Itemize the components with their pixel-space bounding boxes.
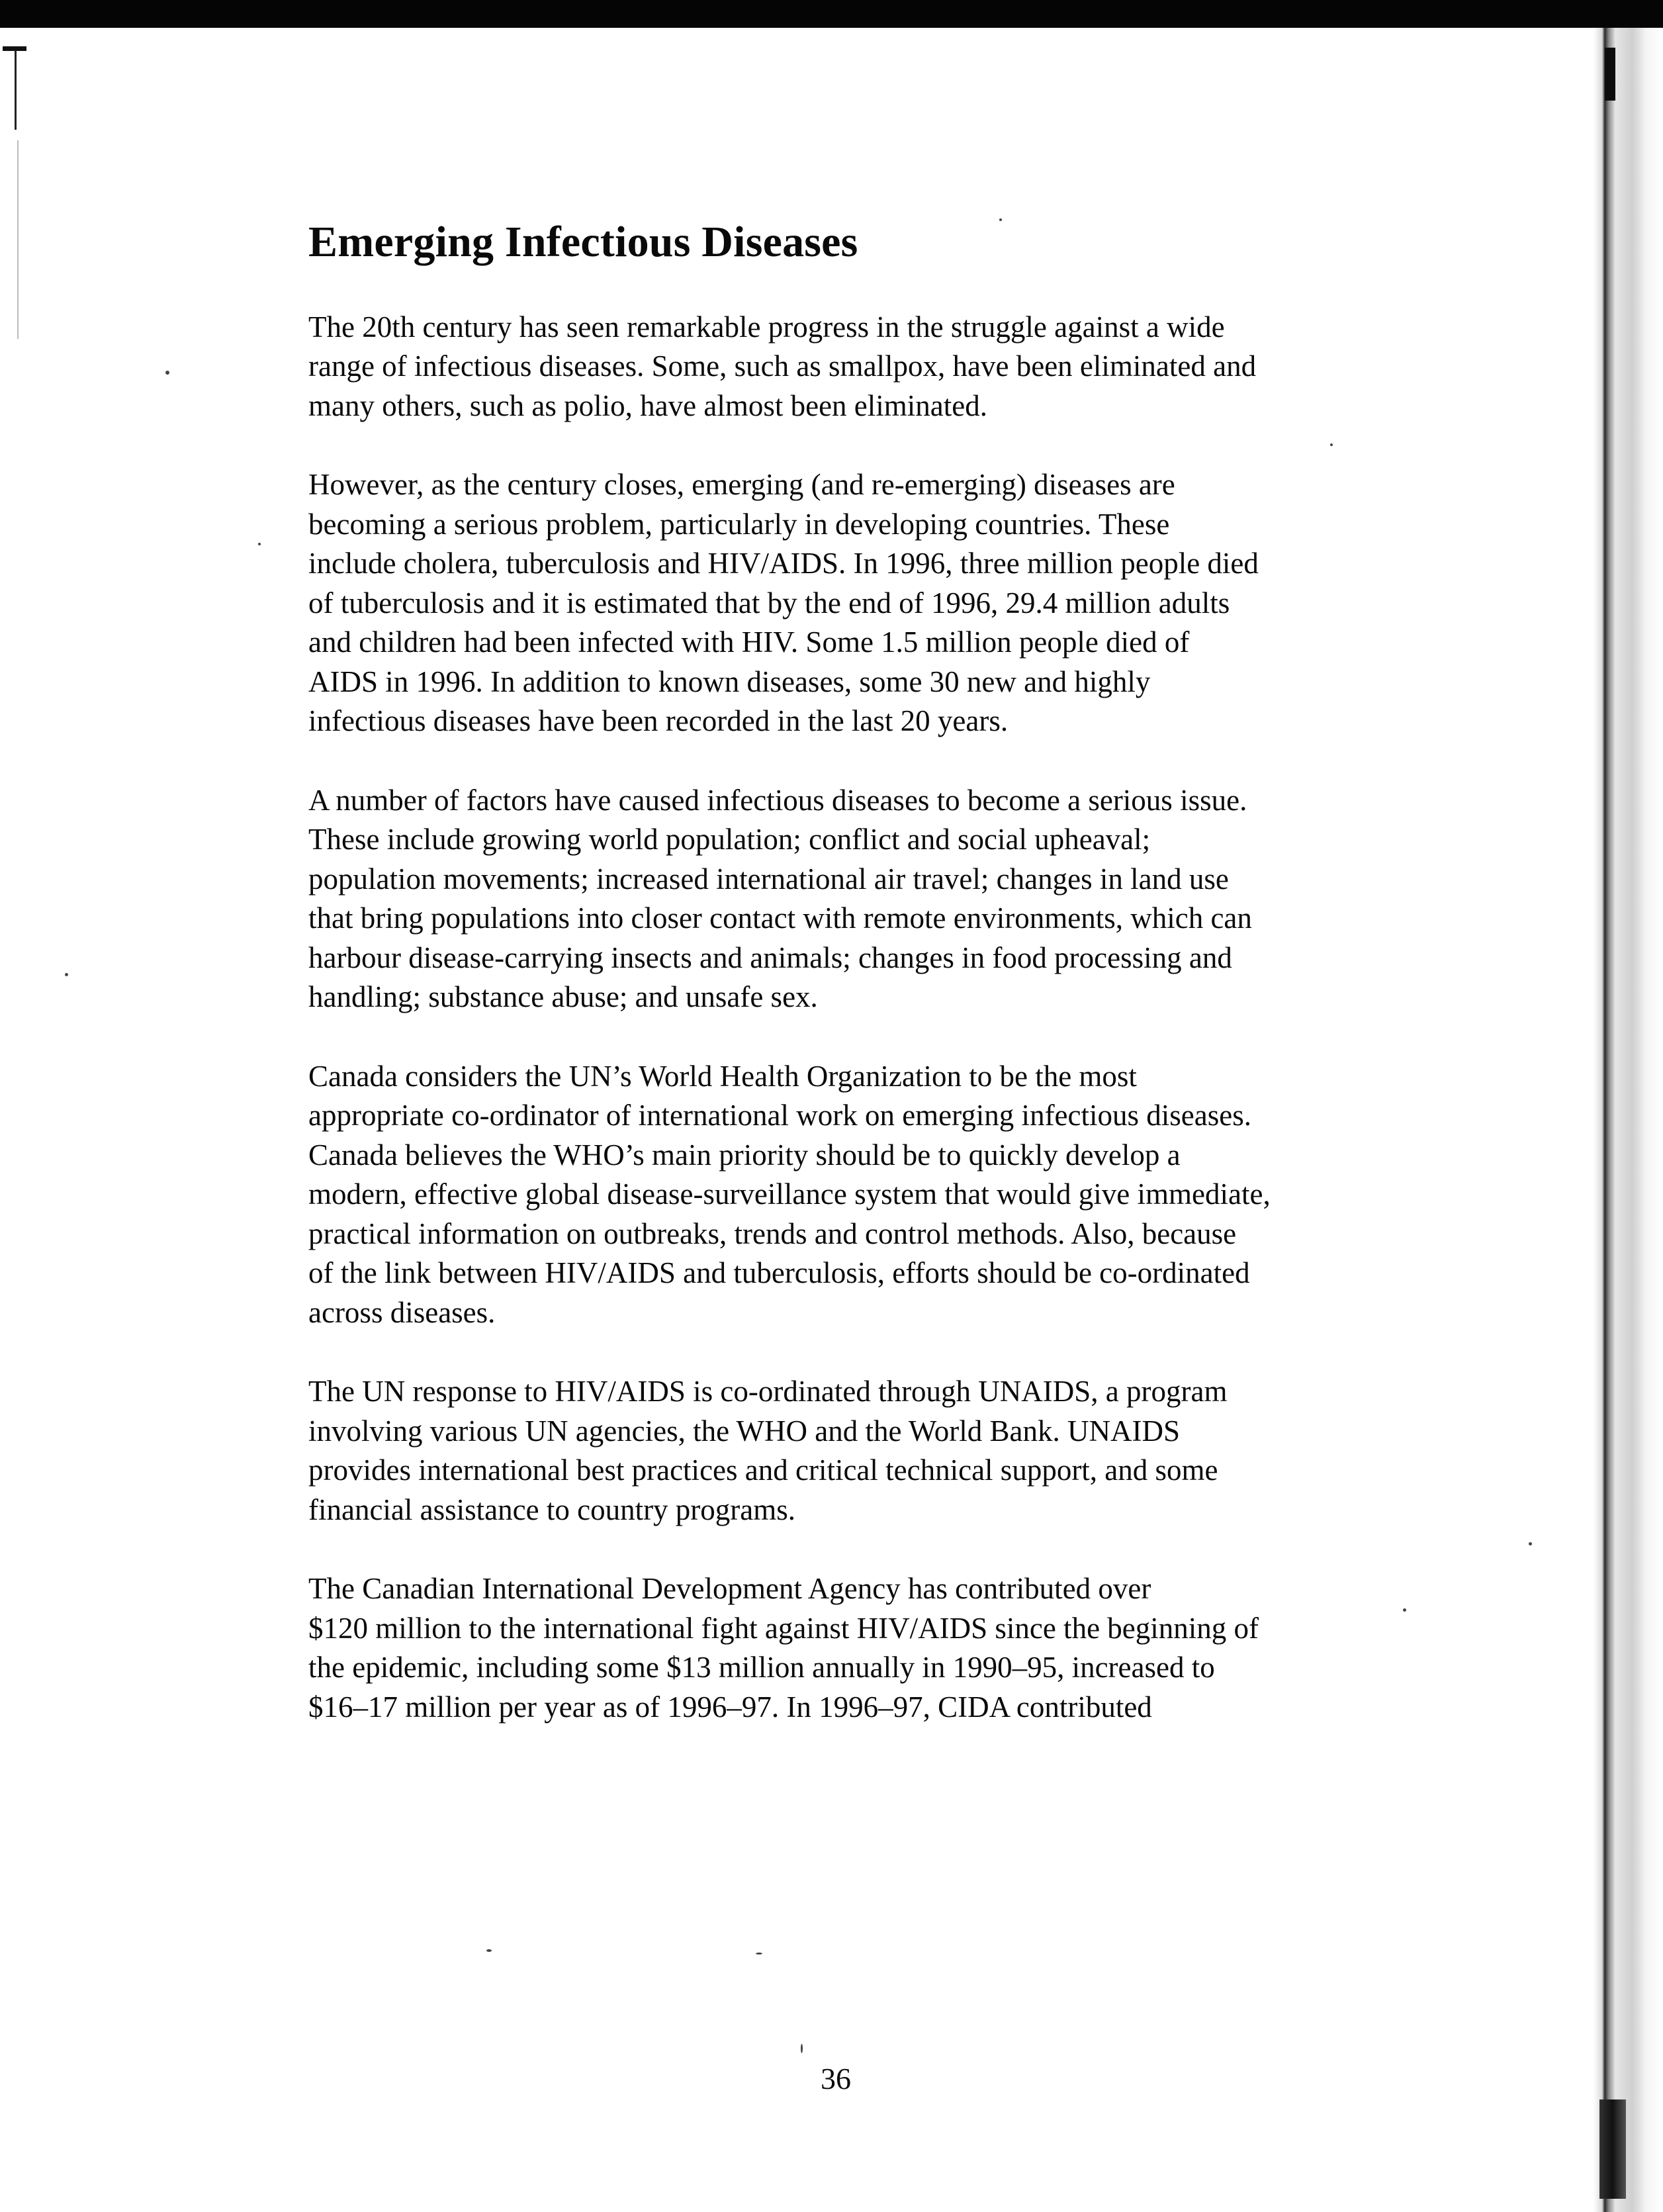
scan-speck	[165, 371, 169, 375]
paragraph-canada-who: Canada considers the UN’s World Health Organization to be the most appropriate co-ordinator of international work on emerging infectious diseases. Canada believes the WHO’s main priority should be to quickly develop a modern, effective global disease-surveillance system that would give immediate, practical information on outbreaks, trends and control methods. Also, because of the link between HIV/AIDS and tuberculosis, efforts should be co-ordinated across diseases.	[308, 1059, 1271, 1329]
binding-shadow-bottom	[1599, 2099, 1626, 2199]
scan-left-edge	[0, 28, 29, 2212]
scan-edge-faint-line	[17, 140, 19, 339]
paragraph-emerging-diseases: However, as the century closes, emerging (and re-emerging) diseases are becoming a serious problem, particularly in developing countries. These include cholera, tuberculosis and HIV/AIDS. In 1996, three million people died of tuberculosis and it is estimated that by the end of 1996, 29.4 million adults and children had been infected with HIV. Some 1.5 million people died of AIDS in 1996. In addition to known diseases, some 30 new and highly infectious diseases have been recorded in the last 20 years.	[308, 468, 1259, 738]
binding-shadow-top	[1605, 48, 1615, 101]
scan-speck	[1529, 1542, 1532, 1545]
scan-speck	[65, 973, 68, 976]
scan-binding-shadow	[1593, 28, 1663, 2212]
scan-speck	[999, 218, 1002, 221]
scan-speck	[258, 543, 261, 545]
scan-speck	[756, 1953, 762, 1955]
paragraph-cida: The Canadian International Development Agency has contributed over $120 million to the international fight against HIV/AIDS since the beginning of the epidemic, including some $13 million annually in 1990–95, increased to $16–17 million per year as of 1996–97. In 1996–97, CIDA contributed	[308, 1572, 1259, 1724]
page-number: 36	[821, 2062, 851, 2096]
scan-speck	[1403, 1608, 1406, 1612]
paragraph-factors: A number of factors have caused infectious diseases to become a serious issue. These include growing world population; conflict and social upheaval; population movements; increased international air travel; changes in land use that bring populations into closer contact with remote environments, which can harbour disease-carrying insects and animals; changes in food processing and handling; substance abuse; and unsafe sex.	[308, 783, 1252, 1014]
scan-speck	[801, 2044, 803, 2053]
scan-edge-line	[15, 50, 17, 130]
paragraph-unaids: The UN response to HIV/AIDS is co-ordinated through UNAIDS, a program involving various UN agencies, the WHO and the World Bank. UNAIDS provides international best practices and critical technical support, and some financial assistance to country programs.	[308, 1375, 1228, 1526]
scan-speck	[486, 1949, 492, 1952]
paragraph-intro: The 20th century has seen remarkable progress in the struggle against a wide range of infectious diseases. Some, such as smallpox, have been eliminated and many others, such as polio, have almost been eliminated.	[308, 310, 1257, 422]
page-title: Emerging Infectious Diseases	[308, 218, 858, 266]
scan-top-border	[0, 0, 1663, 28]
page-body	[308, 218, 1447, 1767]
scan-speck	[1330, 443, 1333, 446]
